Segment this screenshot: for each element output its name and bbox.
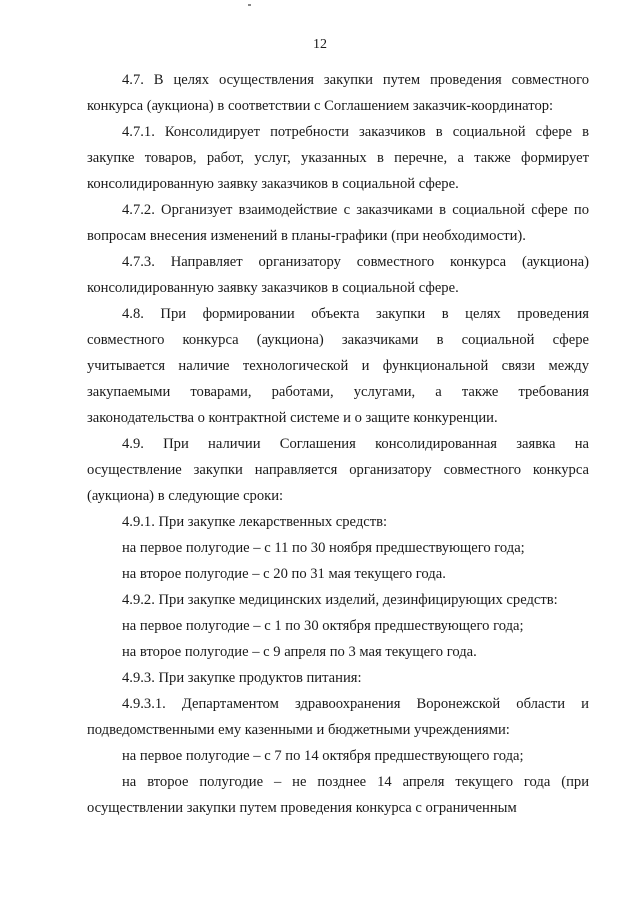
- scan-speck: [248, 4, 251, 6]
- text-line: 4.9.2. При закупке медицинских изделий, дезинфицирующих средств:: [122, 592, 558, 608]
- text-line: 4.9.3. При закупке продуктов питания:: [122, 670, 362, 686]
- paragraph: [87, 639, 589, 665]
- text-line: подведомственными ему казенными и бюджетными учреждениями:: [87, 722, 510, 738]
- paragraph: [87, 67, 589, 119]
- text-line: учитывается наличие технологической и функциональной связи между: [87, 358, 589, 374]
- text-line: вопросам внесения изменений в планы-графики (при необходимости).: [87, 228, 526, 244]
- text-line: 4.9. При наличии Соглашения консолидированная заявка на: [122, 436, 589, 452]
- text-line: 4.7. В целях осуществления закупки путем проведения совместного: [122, 72, 589, 88]
- text-line: 4.7.2. Организует взаимодействие с заказчиками в социальной сфере по: [122, 202, 589, 218]
- text-line: 4.9.3.1. Департаментом здравоохранения Воронежской области и: [122, 696, 589, 712]
- text-line: 4.8. При формировании объекта закупки в целях проведения: [122, 306, 589, 322]
- text-line: на первое полугодие – с 11 по 30 ноября предшествующего года;: [122, 540, 525, 556]
- paragraph: [87, 561, 589, 587]
- text-line: совместного конкурса (аукциона) заказчиками в социальной сфере: [87, 332, 589, 348]
- text-line: закупаемыми товарами, работами, услугами, а также требования: [87, 384, 589, 400]
- paragraph: [87, 535, 589, 561]
- paragraph: [87, 509, 589, 535]
- paragraph: [87, 665, 589, 691]
- text-line: 4.7.1. Консолидирует потребности заказчиков в социальной сфере в: [122, 124, 589, 140]
- text-line: на второе полугодие – с 20 по 31 мая текущего года.: [122, 566, 446, 582]
- document-body: [87, 67, 589, 821]
- text-line: на первое полугодие – с 1 по 30 октября предшествующего года;: [122, 618, 524, 634]
- paragraph: [87, 691, 589, 743]
- text-line: (аукциона) в следующие сроки:: [87, 488, 284, 504]
- paragraph: [87, 301, 589, 431]
- text-line: консолидированную заявку заказчиков в социальной сфере.: [87, 280, 459, 296]
- text-line: законодательства о контрактной системе и о защите конкуренции.: [87, 410, 498, 426]
- paragraph: [87, 613, 589, 639]
- text-line: на второе полугодие – не позднее 14 апреля текущего года (при: [122, 774, 589, 790]
- paragraph: [87, 587, 589, 613]
- text-line: консолидированную заявку заказчиков в социальной сфере.: [87, 176, 459, 192]
- text-line: на первое полугодие – с 7 по 14 октября предшествующего года;: [122, 748, 524, 764]
- paragraph: [87, 197, 589, 249]
- page-number: 12: [313, 37, 327, 52]
- paragraph: [87, 743, 589, 769]
- paragraph: [87, 431, 589, 509]
- text-line: 4.7.3. Направляет организатору совместного конкурса (аукциона): [122, 254, 589, 270]
- paragraph: [87, 119, 589, 197]
- paragraph: [87, 249, 589, 301]
- text-line: осуществление закупки направляется организатору совместного конкурса: [87, 462, 589, 478]
- text-line: закупке товаров, работ, услуг, указанных в перечне, а также формирует: [87, 150, 589, 166]
- text-line: на второе полугодие – с 9 апреля по 3 мая текущего года.: [122, 644, 477, 660]
- paragraph: [87, 769, 589, 821]
- text-line: 4.9.1. При закупке лекарственных средств:: [122, 514, 388, 530]
- text-line: конкурса (аукциона) в соответствии с Соглашением заказчик-координатор:: [87, 98, 554, 114]
- text-line: осуществлении закупки путем проведения конкурса с ограниченным: [87, 800, 517, 816]
